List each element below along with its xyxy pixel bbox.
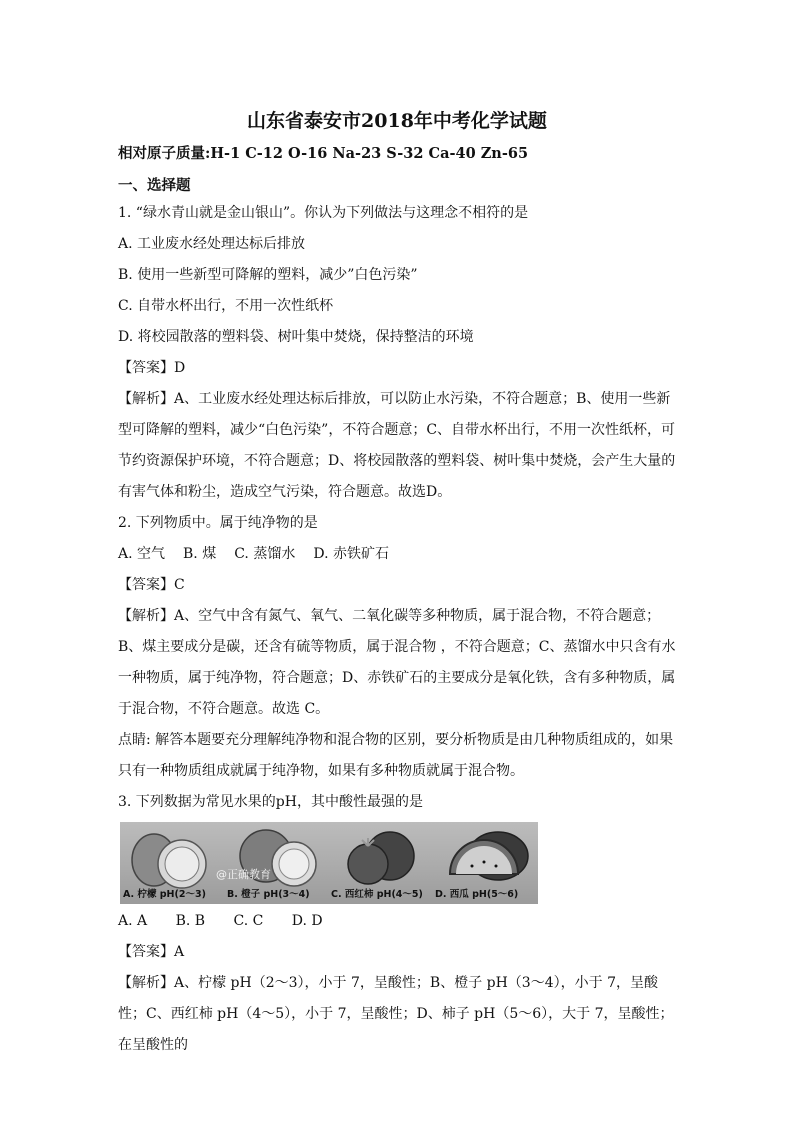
option-d: D. D: [291, 913, 323, 929]
watermelon-image: [432, 822, 536, 904]
options-row: [118, 539, 676, 570]
orange-image: [224, 822, 328, 904]
analysis: 【解析】A、空气中含有氮气、氧气、二氧化碳等多种物质，属于混合物，不符合题意；B、煤主要成分是碳，还含有硫等物质，属于混合物 ，不符合题意；C、蒸馏水中只含有水一种物质，属于纯净物，符合题意；D、赤铁矿石的主要成分是氧化铁，含有多种物质，属于混合物，不符合题意。故选 C。: [118, 608, 676, 717]
caption-a: A. 柠檬 pH(2～3): [123, 889, 206, 900]
caption-d: D. 西瓜 pH(5～6): [435, 889, 519, 900]
question-1: [118, 198, 676, 508]
caption-c: C. 西红柿 pH(4～5): [331, 889, 423, 900]
option-d: D. 赤铁矿石: [313, 546, 389, 562]
answer: 【答案】A: [118, 944, 185, 960]
option-a: A. 工业废水经处理达标后排放: [118, 236, 306, 252]
caption-b: B. 橙子 pH(3～4): [227, 889, 310, 900]
option-a: A. 空气: [118, 546, 166, 562]
option-c: C. 自带水杯出行，不用一次性纸杯: [118, 298, 334, 314]
option-b: B. 煤: [183, 546, 217, 562]
option-d: D. 将校园散落的塑料袋、树叶集中焚烧，保持整洁的环境: [118, 329, 474, 345]
tomato-image: [328, 822, 432, 904]
answer: 【答案】D: [118, 360, 186, 376]
section-heading: 一、选择题: [118, 177, 191, 194]
fruit-photo: [120, 822, 538, 904]
option-b: B. B: [175, 913, 206, 929]
question-stem: 2. 下列物质中。属于纯净物的是: [118, 515, 318, 531]
page-title: 山东省泰安市2018年中考化学试题: [247, 110, 547, 132]
option-c: C. 蒸馏水: [234, 546, 296, 562]
analysis: 【解析】A、柠檬 pH（2～3），小于 7，呈酸性；B、橙子 pH（3～4），小于 7，呈酸性；C、西红柿 pH（4～5），小于 7，呈酸性；D、柿子 pH（5～6），大于 7，呈酸性；在呈酸性的: [118, 975, 674, 1053]
options-row: [118, 906, 676, 937]
option-b: B. 使用一些新型可降解的塑料，减少”白色污染”: [118, 267, 418, 283]
option-c: C. C: [233, 913, 264, 929]
question-stem: 1. “绿水青山就是金山银山”。你认为下列做法与这理念不相符的是: [118, 205, 529, 221]
watermark: @正确教育: [216, 868, 271, 881]
option-a: A. A: [118, 913, 148, 929]
question-2: [118, 508, 676, 787]
question-3: [118, 787, 676, 1061]
lemon-image: [120, 822, 224, 904]
answer: 【答案】C: [118, 577, 185, 593]
atomic-masses: 相对原子质量:H-1 C-12 O-16 Na-23 S-32 Ca-40 Zn-65: [118, 145, 529, 162]
tip: 点睛: 解答本题要充分理解纯净物和混合物的区别，要分析物质是由几种物质组成的，如果只有一种物质组成就属于纯净物，如果有多种物质就属于混合物。: [118, 732, 674, 779]
analysis: 【解析】A、工业废水经处理达标后排放，可以防止水污染，不符合题意；B、使用一些新型可降解的塑料，减少“白色污染”，不符合题意；C、自带水杯出行，不用一次性纸杯，可节约资源保护环境，不符合题意；D、将校园散落的塑料袋、树叶集中焚烧，会产生大量的有害气体和粉尘，造成空气污染，符合题意。故选D。: [118, 391, 676, 500]
question-stem: 3. 下列数据为常见水果的pH，其中酸性最强的是: [118, 794, 423, 810]
